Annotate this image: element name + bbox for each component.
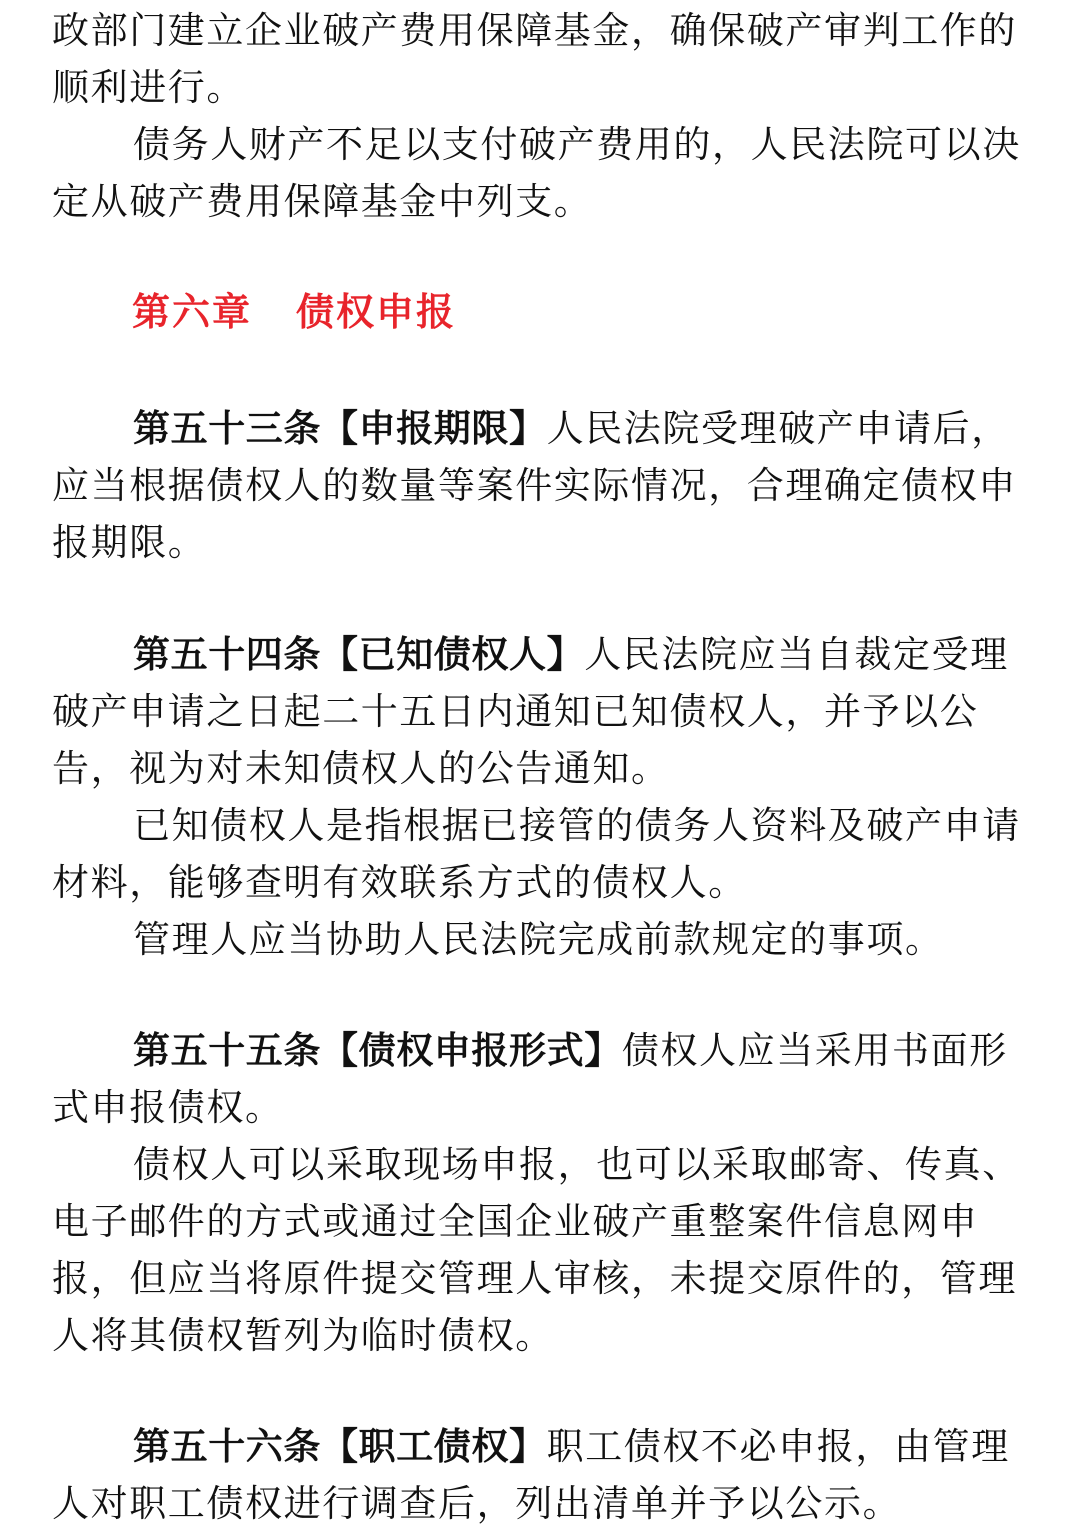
article-55-paragraph-2 xyxy=(52,1136,1042,1364)
intro-paragraph-2 xyxy=(52,116,1042,230)
intro-paragraph-1 xyxy=(52,2,1042,116)
article-53 xyxy=(52,400,1042,571)
intro-paragraph-2-text: 债务人财产不足以支付破产费用的，人民法院可以决定从破产费用保障基金中列支。 xyxy=(52,123,1021,223)
article-55 xyxy=(52,1022,1042,1136)
article-54-paragraph-3 xyxy=(52,911,1042,968)
article-54-heading: 第五十四条【已知债权人】 xyxy=(133,633,585,676)
article-56 xyxy=(52,1418,1042,1532)
article-54-paragraph-3-text: 管理人应当协助人民法院完成前款规定的事项。 xyxy=(133,918,944,961)
article-55-paragraph-2-text: 债权人可以采取现场申报，也可以采取邮寄、传真、电子邮件的方式或通过全国企业破产重整案件信息网申报，但应当将原件提交管理人审核，未提交原件的，管理人将其债权暂列为临时债权。 xyxy=(52,1143,1021,1357)
chapter-heading xyxy=(132,284,456,341)
article-54-paragraph-2 xyxy=(52,797,1042,911)
article-56-heading: 第五十六条【职工债权】 xyxy=(133,1425,547,1468)
article-54-paragraph-2-text: 已知债权人是指根据已接管的债务人资料及破产申请材料，能够查明有效联系方式的债权人。 xyxy=(52,804,1021,904)
article-54 xyxy=(52,626,1042,797)
article-55-paragraph-1: 债权人应当采用书面形式申报债权。 xyxy=(52,1029,1008,1129)
article-55-heading: 第五十五条【债权申报形式】 xyxy=(133,1029,622,1072)
chapter-title: 债权申报 xyxy=(296,290,457,334)
article-56-paragraph-1: 职工债权不必申报，由管理人对职工债权进行调查后，列出清单并予以公示。 xyxy=(52,1425,1010,1525)
chapter-number: 第六章 xyxy=(132,290,253,334)
article-53-heading: 第五十三条【申报期限】 xyxy=(133,407,547,450)
article-54-paragraph-1: 人民法院应当自裁定受理破产申请之日起二十五日内通知已知债权人，并予以公告，视为对未知债权人的公告通知。 xyxy=(52,633,1009,790)
article-53-paragraph-1: 人民法院受理破产申请后，应当根据债权人的数量等案件实际情况，合理确定债权申报期限。 xyxy=(52,407,1017,564)
intro-paragraph-1-text: 政部门建立企业破产费用保障基金，确保破产审判工作的顺利进行。 xyxy=(52,9,1017,109)
